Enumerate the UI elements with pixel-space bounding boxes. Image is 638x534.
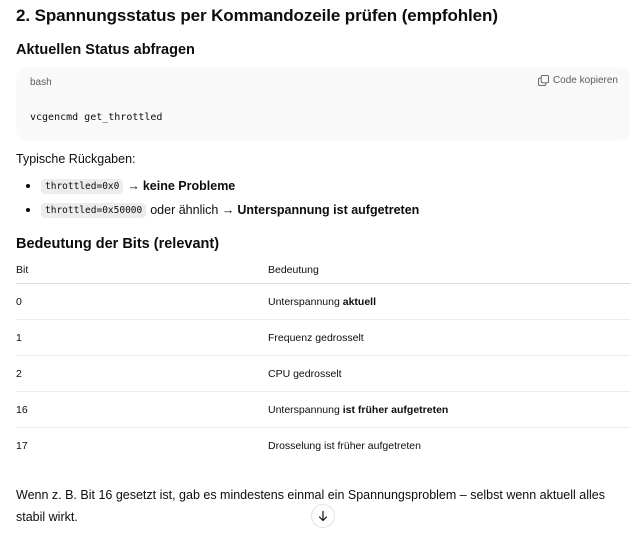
cell-text: CPU gedrosselt	[268, 367, 342, 380]
bold-text: keine Probleme	[142, 179, 236, 193]
copy-code-label: Code kopieren	[552, 75, 618, 86]
inline-code: throttled=0x50000	[41, 203, 146, 218]
cell-bit: 16	[16, 403, 28, 416]
cell-text: Unterspannung	[268, 295, 343, 308]
list-item	[26, 198, 419, 222]
section-title: 2. Spannungsstatus per Kommandozeile prüfen (empfohlen)	[16, 6, 498, 25]
cell-meaning	[268, 332, 630, 344]
cell-bit: 1	[16, 331, 22, 344]
cell-meaning	[268, 296, 630, 308]
arrow-text: →	[221, 203, 235, 217]
table-row	[16, 284, 630, 320]
subsection-status-heading: Aktuellen Status abfragen	[16, 42, 195, 58]
scroll-to-bottom-button[interactable]	[311, 504, 335, 528]
cell-meaning	[268, 368, 630, 380]
middle-text: oder ähnlich	[150, 203, 219, 217]
copy-code-button[interactable]	[538, 75, 618, 86]
code-language-label: bash	[30, 77, 52, 88]
code-block	[16, 67, 630, 141]
table-row	[16, 392, 630, 428]
returns-intro: Typische Rückgaben:	[16, 152, 136, 166]
conclusion-paragraph: Wenn z. B. Bit 16 gesetzt ist, gab es mindestens einmal ein Spannungsproblem – selbst wenn aktuell alles stabil wirkt.	[16, 488, 605, 524]
table-row	[16, 320, 630, 356]
cell-meaning	[268, 404, 630, 416]
copy-icon	[538, 75, 549, 86]
header-bit: Bit	[16, 264, 29, 276]
header-meaning: Bedeutung	[268, 264, 319, 276]
list-item	[26, 174, 419, 198]
bits-table	[16, 258, 630, 464]
cell-bold-text: aktuell	[342, 295, 376, 308]
cell-text: Frequenz gedrosselt	[268, 331, 364, 344]
table-row	[16, 356, 630, 392]
cell-meaning	[268, 440, 630, 452]
code-text: vcgencmd get_throttled	[30, 112, 163, 123]
cell-bit: 0	[16, 295, 22, 308]
arrow-down-icon	[317, 510, 329, 522]
cell-bit: 2	[16, 367, 22, 380]
returns-list	[26, 174, 419, 222]
cell-text: Drosselung ist früher aufgetreten	[268, 440, 421, 452]
table-header-row	[16, 258, 630, 284]
cell-text: Unterspannung	[268, 403, 343, 416]
inline-code: throttled=0x0	[41, 179, 123, 194]
arrow-text: →	[127, 179, 140, 193]
bold-text: Unterspannung ist aufgetreten	[237, 203, 420, 217]
table-row	[16, 428, 630, 464]
subsection-bits-heading: Bedeutung der Bits (relevant)	[16, 236, 220, 252]
cell-bit: 17	[16, 440, 28, 452]
cell-bold-text: ist früher aufgetreten	[342, 403, 449, 416]
